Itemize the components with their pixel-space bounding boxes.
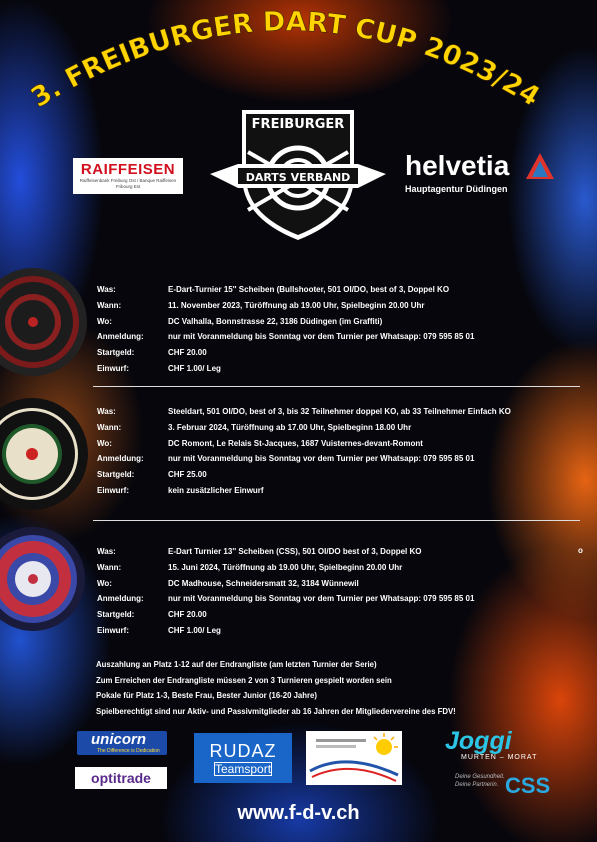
helvetia-triangle-icon xyxy=(525,152,555,180)
tournament-row xyxy=(97,329,474,345)
css-logo xyxy=(455,773,565,801)
row-label: Wo: xyxy=(97,316,112,326)
row-value: 3. Februar 2024, Türöffnung ab 17.00 Uhr, Spielbeginn 18.00 Uhr xyxy=(168,422,412,432)
row-value: E-Dart Turnier 13'' Scheiben (CSS), 501 OI/DO best of 3, Doppel KO xyxy=(168,547,422,556)
row-value: DC Romont, Le Relais St-Jacques, 1687 Vuisternes-devant-Romont xyxy=(168,438,423,448)
tournament-row xyxy=(97,576,474,592)
row-label: Einwurf: xyxy=(97,625,129,635)
tournament-2 xyxy=(97,404,511,499)
tournament-row xyxy=(97,467,511,483)
tournament-row xyxy=(97,420,511,436)
info-section xyxy=(96,657,456,719)
tournament-row xyxy=(97,298,474,314)
row-value: CHF 20.00 xyxy=(168,348,207,358)
row-value: CHF 20.00 xyxy=(168,610,207,620)
row-label: Was: xyxy=(97,547,116,556)
row-value: DC Valhalla, Bonnstrasse 22, 3186 Düdingen (im Graffiti) xyxy=(168,316,383,326)
row-label: Wo: xyxy=(97,438,112,448)
row-label: Was: xyxy=(97,407,116,416)
row-value: nur mit Voranmeldung bis Sonntag vor dem Turnier per Whatsapp: 079 595 85 01 xyxy=(168,454,475,464)
shield-top-text: FREIBURGER xyxy=(251,117,345,132)
tournament-row xyxy=(97,282,474,298)
row-label: Startgeld: xyxy=(97,348,135,358)
unicorn-tagline: The Difference is Dedication xyxy=(97,748,160,754)
shield-banner-text: DARTS VERBAND xyxy=(245,171,351,184)
divider-1 xyxy=(93,386,580,387)
row-value: E-Dart-Turnier 15'' Scheiben (Bullshooter, 501 OI/DO, best of 3, Doppel KO xyxy=(168,285,450,294)
rudaz-sub: Teamsport xyxy=(215,762,272,776)
rudaz-name: RUDAZ xyxy=(209,741,277,761)
row-label: Einwurf: xyxy=(97,485,129,495)
dartboard-2-icon xyxy=(0,396,91,512)
row-label: Was: xyxy=(97,285,116,294)
tournament-row xyxy=(97,607,474,623)
fdv-shield-logo xyxy=(208,106,388,246)
row-label: Startgeld: xyxy=(97,610,135,620)
svg-text:3. FREIBURGER DART CUP 2023/24 xyxy=(26,6,545,113)
row-value: kein zusätzlicher Einwurf xyxy=(168,485,264,495)
raiffeisen-logo xyxy=(73,158,183,194)
unicorn-name: unicorn xyxy=(91,731,146,748)
css-tagline-2: Deine Partnerin. xyxy=(455,782,499,788)
tournament-row xyxy=(97,436,511,452)
optitrade-logo: optitrade xyxy=(75,767,167,789)
title-text: 3. FREIBURGER DART CUP 2023/24 xyxy=(25,6,545,114)
tournament-row xyxy=(97,314,474,330)
tournament-row xyxy=(97,623,474,639)
tournament-1 xyxy=(97,282,474,377)
row-value: DC Madhouse, Schneidersmatt 32, 3184 Wünnewil xyxy=(168,578,359,588)
unicorn-logo xyxy=(77,731,167,755)
tournament-row xyxy=(97,404,511,420)
tournament-row xyxy=(97,483,511,499)
css-name: CSS xyxy=(505,773,551,798)
helvetia-logo xyxy=(405,150,555,205)
website-url[interactable]: www.f-d-v.ch xyxy=(237,802,360,824)
joggi-sub: MURTEN – MORAT xyxy=(461,754,538,761)
css-tagline-1: Deine Gesundheit. xyxy=(455,774,505,780)
info-line: Zum Erreichen der Endrangliste müssen 2 von 3 Turnieren gespielt worden sein xyxy=(96,675,392,685)
tournament-row xyxy=(97,361,474,377)
tournament-row xyxy=(97,560,474,576)
row-label: Wann: xyxy=(97,422,122,432)
row-label: Anmeldung: xyxy=(97,332,144,342)
dartboard-3-icon xyxy=(0,524,88,634)
raiffeisen-name: RAIFFEISEN xyxy=(80,161,176,178)
joggi-logo xyxy=(445,728,555,764)
row-value: nur mit Voranmeldung bis Sonntag vor dem Turnier per Whatsapp: 079 595 85 01 xyxy=(168,332,475,342)
tournament-row xyxy=(97,345,474,361)
helvetia-sub: Hauptagentur Düdingen xyxy=(405,184,508,194)
dartboard-1-icon xyxy=(0,266,88,378)
row-label: Wann: xyxy=(97,300,122,310)
row-label: Startgeld: xyxy=(97,470,135,480)
helvetia-name: helvetia xyxy=(405,150,510,181)
tournament-row xyxy=(97,544,474,560)
stray-mark: o xyxy=(578,546,583,555)
row-value: 15. Juni 2024, Türöffnung ab 19.00 Uhr, Spielbeginn 20.00 Uhr xyxy=(168,562,403,572)
rudaz-logo xyxy=(194,733,292,783)
row-label: Anmeldung: xyxy=(97,454,144,464)
sponsor-sun-logo xyxy=(306,731,402,785)
row-value: CHF 1.00/ Leg xyxy=(168,625,221,635)
row-value: CHF 25.00 xyxy=(168,470,207,480)
row-value: nur mit Voranmeldung bis Sonntag vor dem Turnier per Whatsapp: 079 595 85 01 xyxy=(168,594,475,604)
tournament-row xyxy=(97,591,474,607)
info-line: Pokale für Platz 1-3, Beste Frau, Bester Junior (16-20 Jahre) xyxy=(96,691,317,700)
row-value: Steeldart, 501 OI/DO, best of 3, bis 32 Teilnehmer doppel KO, ab 33 Teilnehmer Einfach KO xyxy=(168,407,511,416)
row-label: Einwurf: xyxy=(97,363,129,373)
info-line: Spielberechtigt sind nur Aktiv- und Passivmitglieder ab 16 Jahren der Mitgliedervereine des FDV! xyxy=(96,706,456,716)
row-label: Wann: xyxy=(97,562,122,572)
joggi-name: Joggi xyxy=(445,727,512,755)
row-value: CHF 1.00/ Leg xyxy=(168,363,221,373)
tournament-3 xyxy=(97,544,474,639)
row-label: Anmeldung: xyxy=(97,594,144,604)
tournament-row xyxy=(97,451,511,467)
raiffeisen-sub: Raiffeisenbank Freiburg Ost / Banque Raiffeisen Fribourg Est xyxy=(79,178,177,189)
row-value: 11. November 2023, Türöffnung ab 19.00 Uhr, Spielbeginn 20.00 Uhr xyxy=(168,300,425,310)
row-label: Wo: xyxy=(97,578,112,588)
divider-2 xyxy=(93,520,580,521)
info-line: Auszahlung an Platz 1-12 auf der Endrangliste (am letzten Turnier der Serie) xyxy=(96,660,377,669)
